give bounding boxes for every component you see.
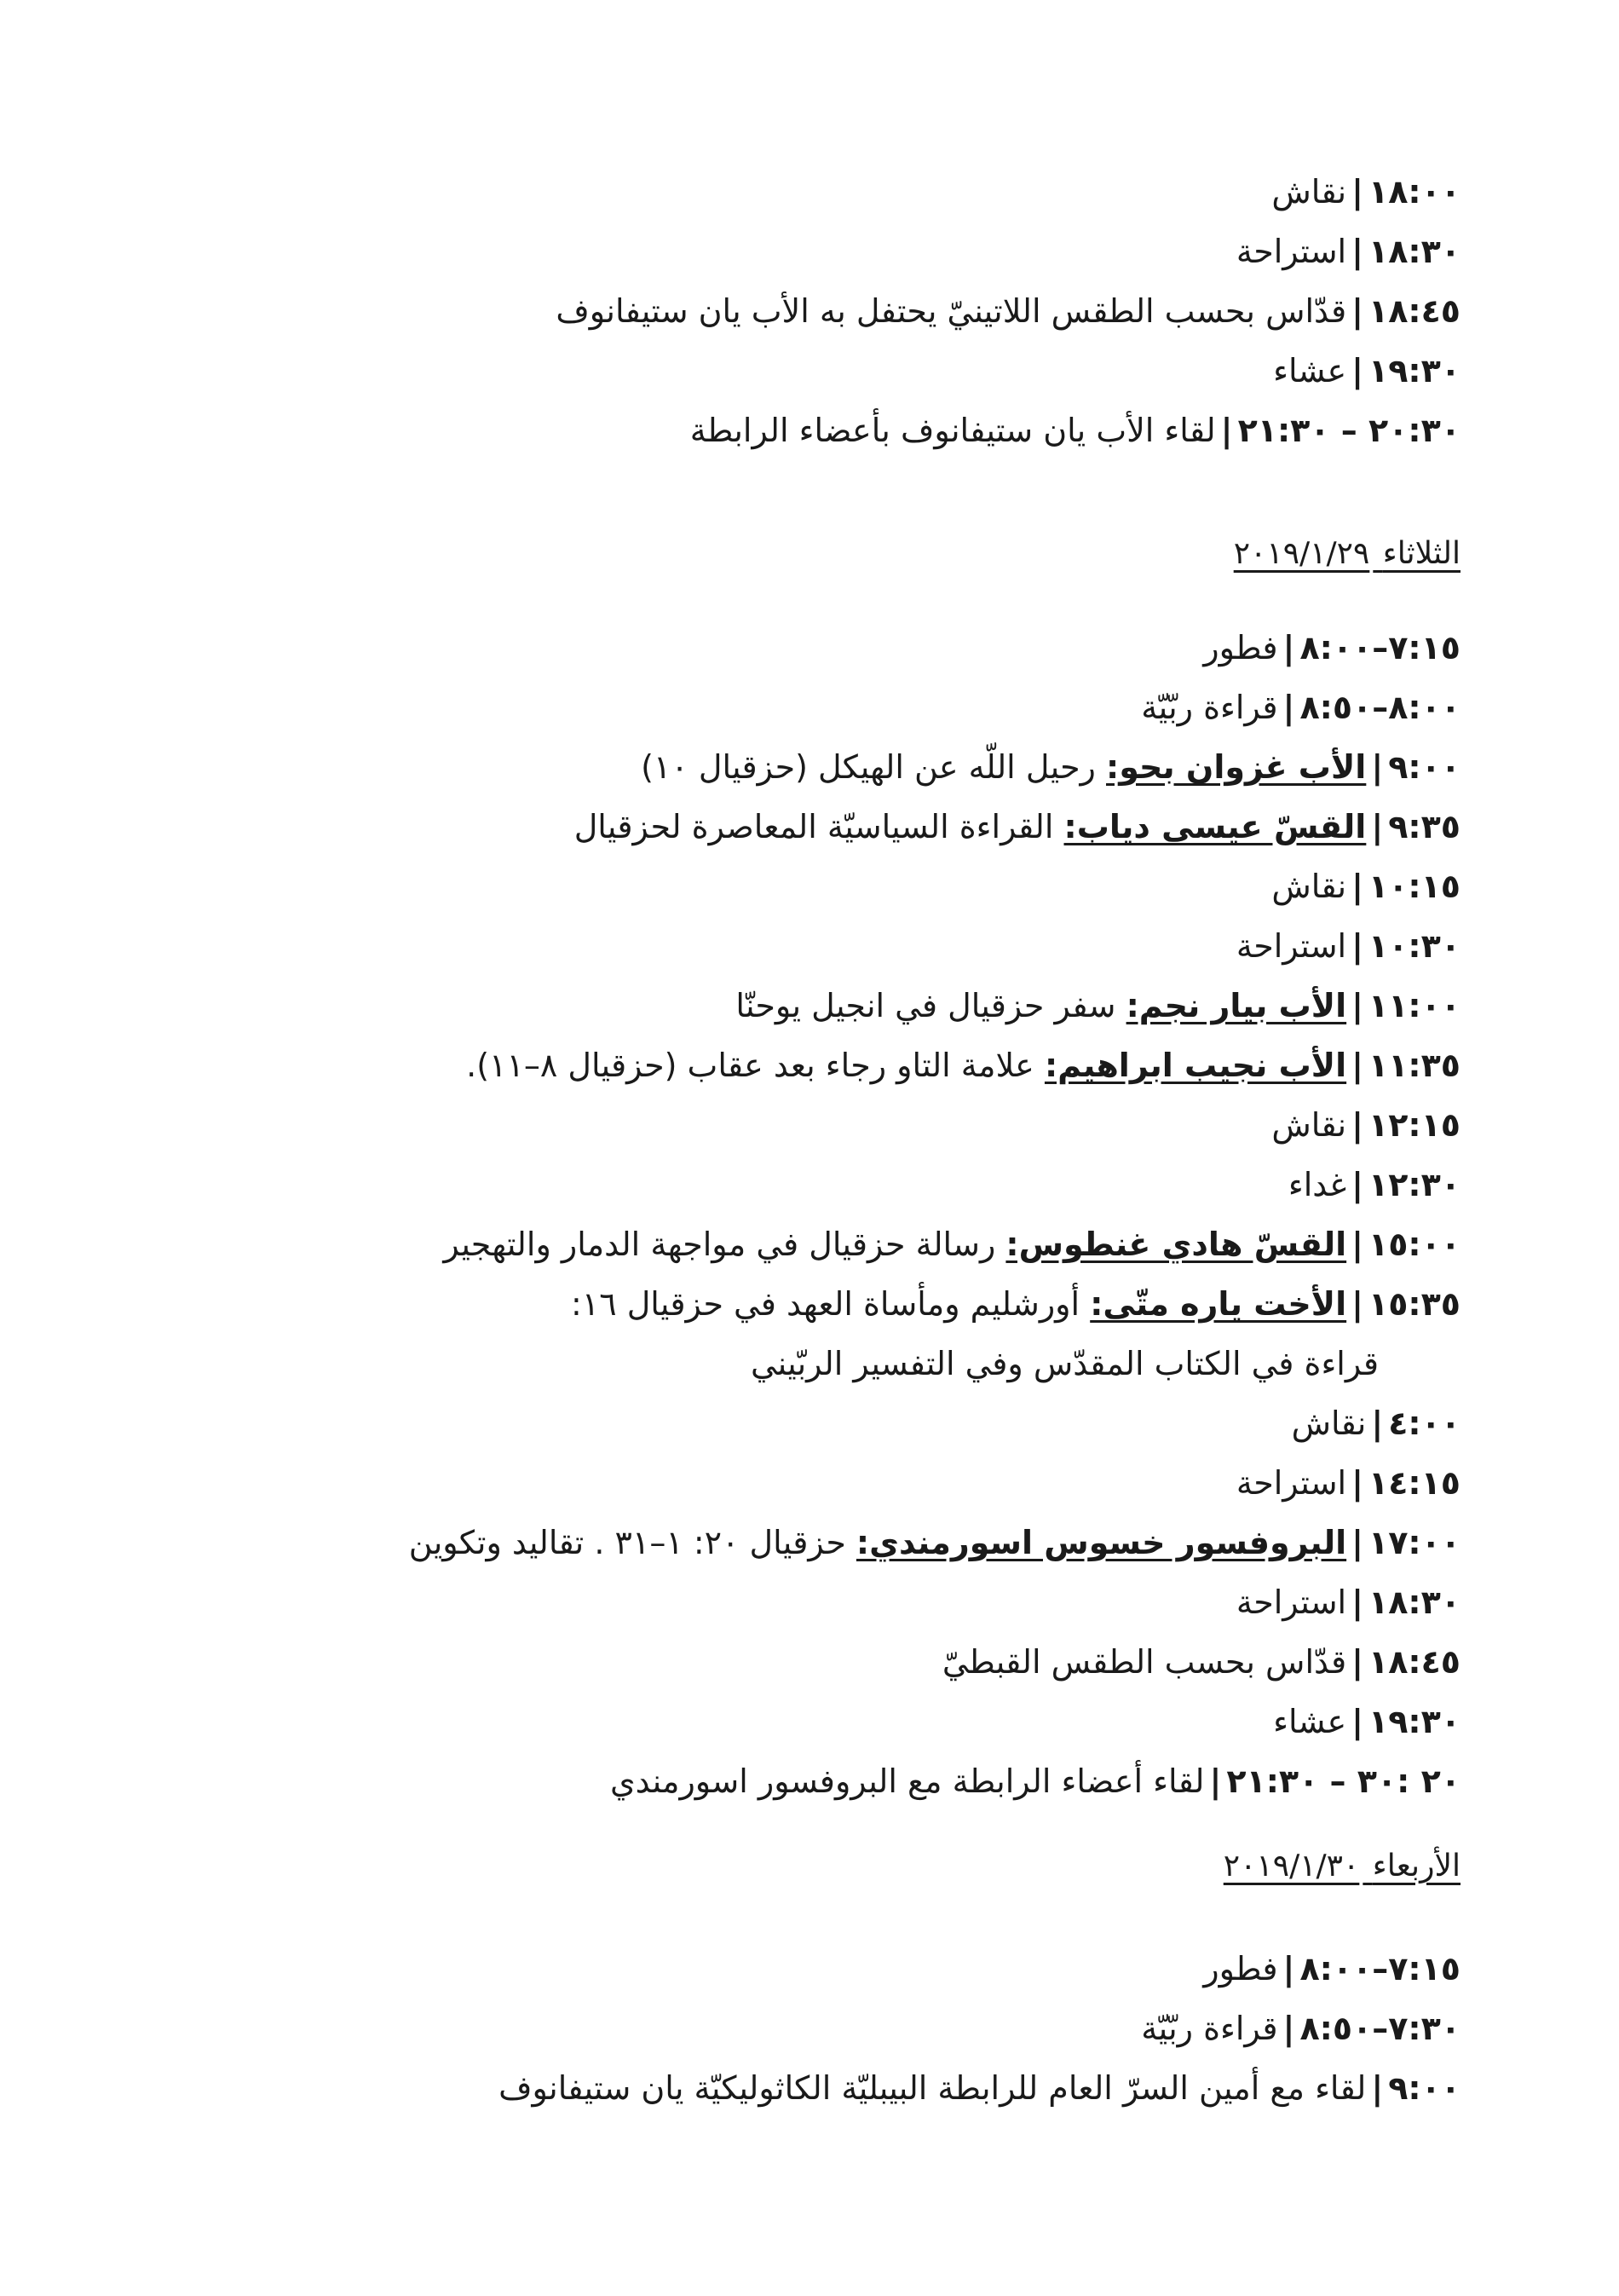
schedule-item: ٧:١٥–٨:٠٠|فطور (1203, 1950, 1461, 1987)
item-time: ٩:٣٥ (1388, 808, 1461, 845)
item-time: ٧:٣٠–٨:٥٠ (1299, 2010, 1461, 2047)
schedule-item: ٤:٠٠|نقاش (1291, 1405, 1461, 1442)
item-time: ١٨:٤٥ (1368, 292, 1461, 330)
item-time: ١٢:١٥ (1368, 1106, 1461, 1144)
schedule-item: ١٧:٠٠|البروفسور خسوس اسورمندي: حزقيال ٢٠: ١–٣١ . تقاليد وتكوين (408, 1524, 1461, 1561)
day-heading (131, 1841, 1461, 1892)
schedule-item-continuation (131, 1334, 1461, 1393)
item-time: ٢٠:٣٠ – ٢١:٣٠ (1237, 412, 1461, 449)
item-time: ١٤:١٥ (1368, 1464, 1461, 1502)
speaker-name: البروفسور خسوس اسورمندي: (856, 1524, 1347, 1561)
schedule-item: ١٥:٣٥|الأخت ياره متّى: أورشليم ومأساة العهد في حزقيال ١٦: (570, 1285, 1461, 1323)
schedule-item: ١٨:٤٥|قدّاس بحسب الطقس اللاتينيّ يحتفل به الأب يان ستيفانوف (556, 292, 1461, 330)
schedule-item: ٧:١٥–٨:٠٠|فطور (1203, 629, 1461, 666)
item-text: لقاء أعضاء الرابطة مع البروفسور اسورمندي (609, 1762, 1205, 1800)
schedule-item: ١٠:٣٠|استراحة (1236, 927, 1461, 965)
item-time: ١١:٣٥ (1368, 1047, 1461, 1084)
schedule-item: ٢٠:٣٠ – ٢١:٣٠|لقاء الأب يان ستيفانوف بأعضاء الرابطة (689, 412, 1461, 449)
item-text: عشاء (1273, 352, 1347, 389)
item-time: ١٢:٣٠ (1368, 1166, 1461, 1203)
schedule-item: ٩:٠٠|الأب غزوان بحو: رحيل اللّه عن الهيكل (حزقيال ١٠) (641, 748, 1461, 786)
day-date: ٢٠١٩/١/٣٠ (1223, 1849, 1360, 1884)
item-text: قراءة ربّيّة (1141, 689, 1278, 726)
item-time: ١٨:٤٥ (1368, 1643, 1461, 1681)
item-time: ٤:٠٠ (1388, 1405, 1461, 1442)
item-text: استراحة (1236, 1464, 1347, 1502)
item-time: ١٨:٣٠ (1368, 233, 1461, 270)
item-time: ١٨:٣٠ (1368, 1584, 1461, 1621)
schedule-item: ١٨:٠٠|نقاش (1271, 173, 1461, 211)
schedule-item: ١٨:٤٥|قدّاس بحسب الطقس القبطيّ (942, 1643, 1461, 1681)
item-time: ١٨:٠٠ (1368, 173, 1461, 211)
item-time: ٩:٠٠ (1388, 2069, 1461, 2107)
item-time: ١٠:١٥ (1368, 868, 1461, 905)
item-text: رسالة حزقيال في مواجهة الدمار والتهجير (443, 1226, 996, 1263)
speaker-name: الأب نجيب ابراهيم: (1044, 1047, 1347, 1084)
item-text: قدّاس بحسب الطقس اللاتينيّ يحتفل به الأب يان ستيفانوف (556, 292, 1347, 330)
schedule-item: ٩:٠٠|لقاء مع أمين السرّ العام للرابطة البيبليّة الكاثوليكيّة يان ستيفانوف (498, 2069, 1461, 2107)
schedule-item: ١١:٣٥|الأب نجيب ابراهيم: علامة التاو رجاء بعد عقاب (حزقيال ٨–١١). (466, 1047, 1461, 1084)
speaker-name: القسّ عيسى دياب: (1063, 808, 1367, 845)
item-text: قدّاس بحسب الطقس القبطيّ (942, 1643, 1347, 1681)
item-text: نقاش (1271, 1106, 1347, 1144)
item-time: ١٧:٠٠ (1368, 1524, 1461, 1561)
schedule-item: ٨:٠٠–٨:٥٠|قراءة ربّيّة (1141, 689, 1461, 726)
item-time: ١٠:٣٠ (1368, 927, 1461, 965)
speaker-name: الأب بيار نجم: (1126, 987, 1347, 1024)
item-time: ١٥:٠٠ (1368, 1226, 1461, 1263)
item-text: استراحة (1236, 233, 1347, 270)
item-time: ١١:٠٠ (1368, 987, 1461, 1024)
item-text: قراءة ربّيّة (1141, 2010, 1278, 2047)
item-text: عشاء (1273, 1703, 1347, 1740)
item-text: غداء (1288, 1166, 1347, 1203)
item-text: نقاش (1271, 173, 1347, 211)
item-text: سفر حزقيال في انجيل يوحنّا (735, 987, 1116, 1024)
schedule-item: ١٢:٣٠|غداء (1288, 1166, 1461, 1203)
item-text: نقاش (1291, 1405, 1367, 1442)
item-time: ١٩:٣٠ (1368, 352, 1461, 389)
item-text: نقاش (1271, 868, 1347, 905)
item-time: ٩:٠٠ (1388, 748, 1461, 786)
item-time: ٢٠ :٣٠ – ٢١:٣٠ (1226, 1762, 1461, 1800)
item-text: استراحة (1236, 927, 1347, 965)
speaker-name: الأب غزوان بحو: (1106, 748, 1367, 786)
day-heading-tuesday (131, 528, 1461, 580)
item-text: استراحة (1236, 1584, 1347, 1621)
schedule-item: ١٩:٣٠|عشاء (1273, 352, 1461, 389)
item-text: أورشليم ومأساة العهد في حزقيال ١٦: (570, 1285, 1080, 1323)
speaker-name: الأخت ياره متّى: (1090, 1285, 1347, 1323)
item-text: علامة التاو رجاء بعد عقاب (حزقيال ٨–١١). (466, 1047, 1034, 1084)
schedule-item: ٩:٣٥|القسّ عيسى دياب: القراءة السياسيّة المعاصرة لحزقيال (573, 808, 1461, 845)
schedule-item: ٧:٣٠–٨:٥٠|قراءة ربّيّة (1141, 2010, 1461, 2047)
item-time: ١٥:٣٥ (1368, 1285, 1461, 1323)
schedule-item: ١٥:٠٠|القسّ هادي غنطوس: رسالة حزقيال في مواجهة الدمار والتهجير (443, 1226, 1461, 1263)
item-text: لقاء مع أمين السرّ العام للرابطة البيبليّة الكاثوليكيّة يان ستيفانوف (498, 2069, 1367, 2107)
schedule-item: ١٤:١٥|استراحة (1236, 1464, 1461, 1502)
item-text: حزقيال ٢٠: ١–٣١ . تقاليد وتكوين (408, 1524, 846, 1561)
day-date: ٢٠١٩/١/٢٩ (1233, 536, 1370, 571)
item-time: ١٩:٣٠ (1368, 1703, 1461, 1740)
schedule-block-tuesday (131, 618, 1461, 1811)
item-text: فطور (1203, 629, 1278, 666)
item-continuation-text: قراءة في الكتاب المقدّس وفي التفسير الربّيني (750, 1345, 1379, 1382)
schedule-item: ١٨:٣٠|استراحة (1236, 1584, 1461, 1621)
schedule-item: ١٩:٣٠|عشاء (1273, 1703, 1461, 1740)
day-heading (131, 528, 1461, 580)
schedule-item: ١٠:١٥|نقاش (1271, 868, 1461, 905)
item-text: لقاء الأب يان ستيفانوف بأعضاء الرابطة (689, 412, 1216, 449)
day-name: الأربعاء (1372, 1849, 1461, 1884)
item-text: فطور (1203, 1950, 1278, 1987)
schedule-item: ٢٠ :٣٠ – ٢١:٣٠|لقاء أعضاء الرابطة مع البروفسور اسورمندي (609, 1762, 1461, 1800)
schedule-block-wednesday (131, 1939, 1461, 2118)
item-text: رحيل اللّه عن الهيكل (حزقيال ١٠) (641, 748, 1096, 786)
item-time: ٨:٠٠–٨:٥٠ (1299, 689, 1461, 726)
schedule-item: ١٢:١٥|نقاش (1271, 1106, 1461, 1144)
schedule-item: ١٨:٣٠|استراحة (1236, 233, 1461, 270)
schedule-item: ١١:٠٠|الأب بيار نجم: سفر حزقيال في انجيل يوحنّا (735, 987, 1461, 1024)
item-time: ٧:١٥–٨:٠٠ (1299, 1950, 1461, 1987)
day-name: الثلاثاء (1382, 536, 1461, 571)
item-text: القراءة السياسيّة المعاصرة لحزقيال (573, 808, 1054, 845)
item-time: ٧:١٥–٨:٠٠ (1299, 629, 1461, 666)
schedule-block-previous-day (131, 162, 1461, 460)
speaker-name: القسّ هادي غنطوس: (1005, 1226, 1347, 1263)
day-heading-wednesday (131, 1841, 1461, 1892)
